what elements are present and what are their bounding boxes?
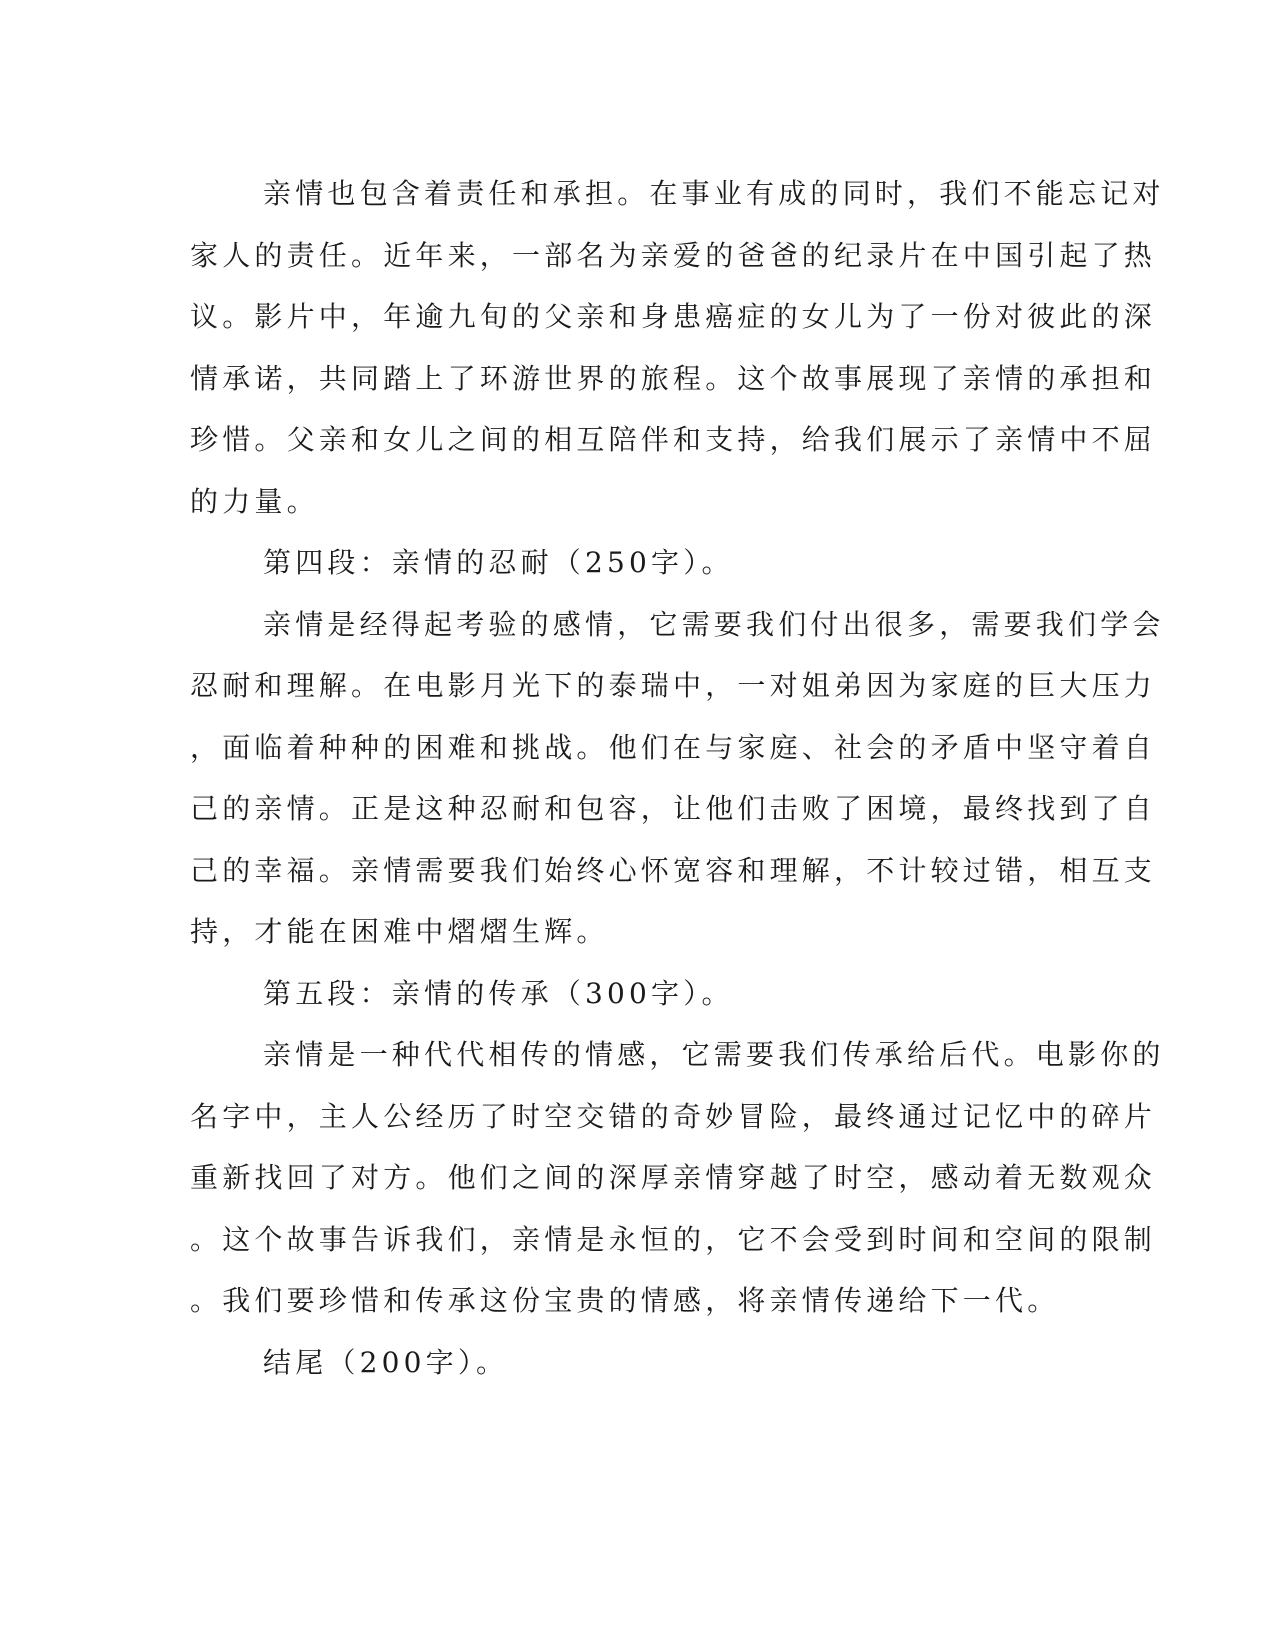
text-line: 议。影片中，年逾九旬的父亲和身患癌症的女儿为了一份对彼此的深 (190, 300, 1157, 333)
text-line: ，面临着种种的困难和挑战。他们在与家庭、社会的矛盾中坚守着自 (190, 730, 1157, 764)
text-line: 。这个故事告诉我们，亲情是永恒的，它不会受到时间和空间的限制 (190, 1222, 1157, 1256)
text-line: 亲情是经得起考验的感情，它需要我们付出很多，需要我们学会 (263, 607, 1165, 641)
section-heading: 结尾（200字）。 (263, 1345, 509, 1379)
text-line: 己的幸福。亲情需要我们始终心怀宽容和理解，不计较过错，相互支 (190, 853, 1157, 887)
text-line: 己的亲情。正是这种忍耐和包容，让他们击败了困境，最终找到了自 (190, 792, 1157, 825)
text-line: 珍惜。父亲和女儿之间的相互陪伴和支持，给我们展示了亲情中不屈 (190, 423, 1157, 456)
section-heading: 第四段：亲情的忍耐（250字）。 (263, 546, 734, 579)
text-line: 持，才能在困难中熠熠生辉。 (190, 915, 609, 948)
text-line: 家人的责任。近年来，一部名为亲爱的爸爸的纪录片在中国引起了热 (190, 238, 1157, 272)
text-line: 重新找回了对方。他们之间的深厚亲情穿越了时空，感动着无数观众 (190, 1161, 1157, 1194)
text-line: 。我们要珍惜和传承这份宝贵的情感，将亲情传递给下一代。 (190, 1284, 1060, 1317)
text-line: 亲情也包含着责任和承担。在事业有成的同时，我们不能忘记对 (263, 177, 1165, 210)
text-line: 忍耐和理解。在电影月光下的泰瑞中，一对姐弟因为家庭的巨大压力 (190, 669, 1157, 702)
text-line: 的力量。 (190, 484, 319, 518)
text-line: 亲情是一种代代相传的情感，它需要我们传承给后代。电影你的 (263, 1038, 1165, 1071)
document-body (190, 163, 1165, 1393)
text-line: 情承诺，共同踏上了环游世界的旅程。这个故事展现了亲情的承担和 (190, 361, 1157, 395)
text-line: 名字中，主人公经历了时空交错的奇妙冒险，最终通过记忆中的碎片 (190, 1099, 1157, 1133)
section-heading: 第五段：亲情的传承（300字）。 (263, 976, 734, 1010)
